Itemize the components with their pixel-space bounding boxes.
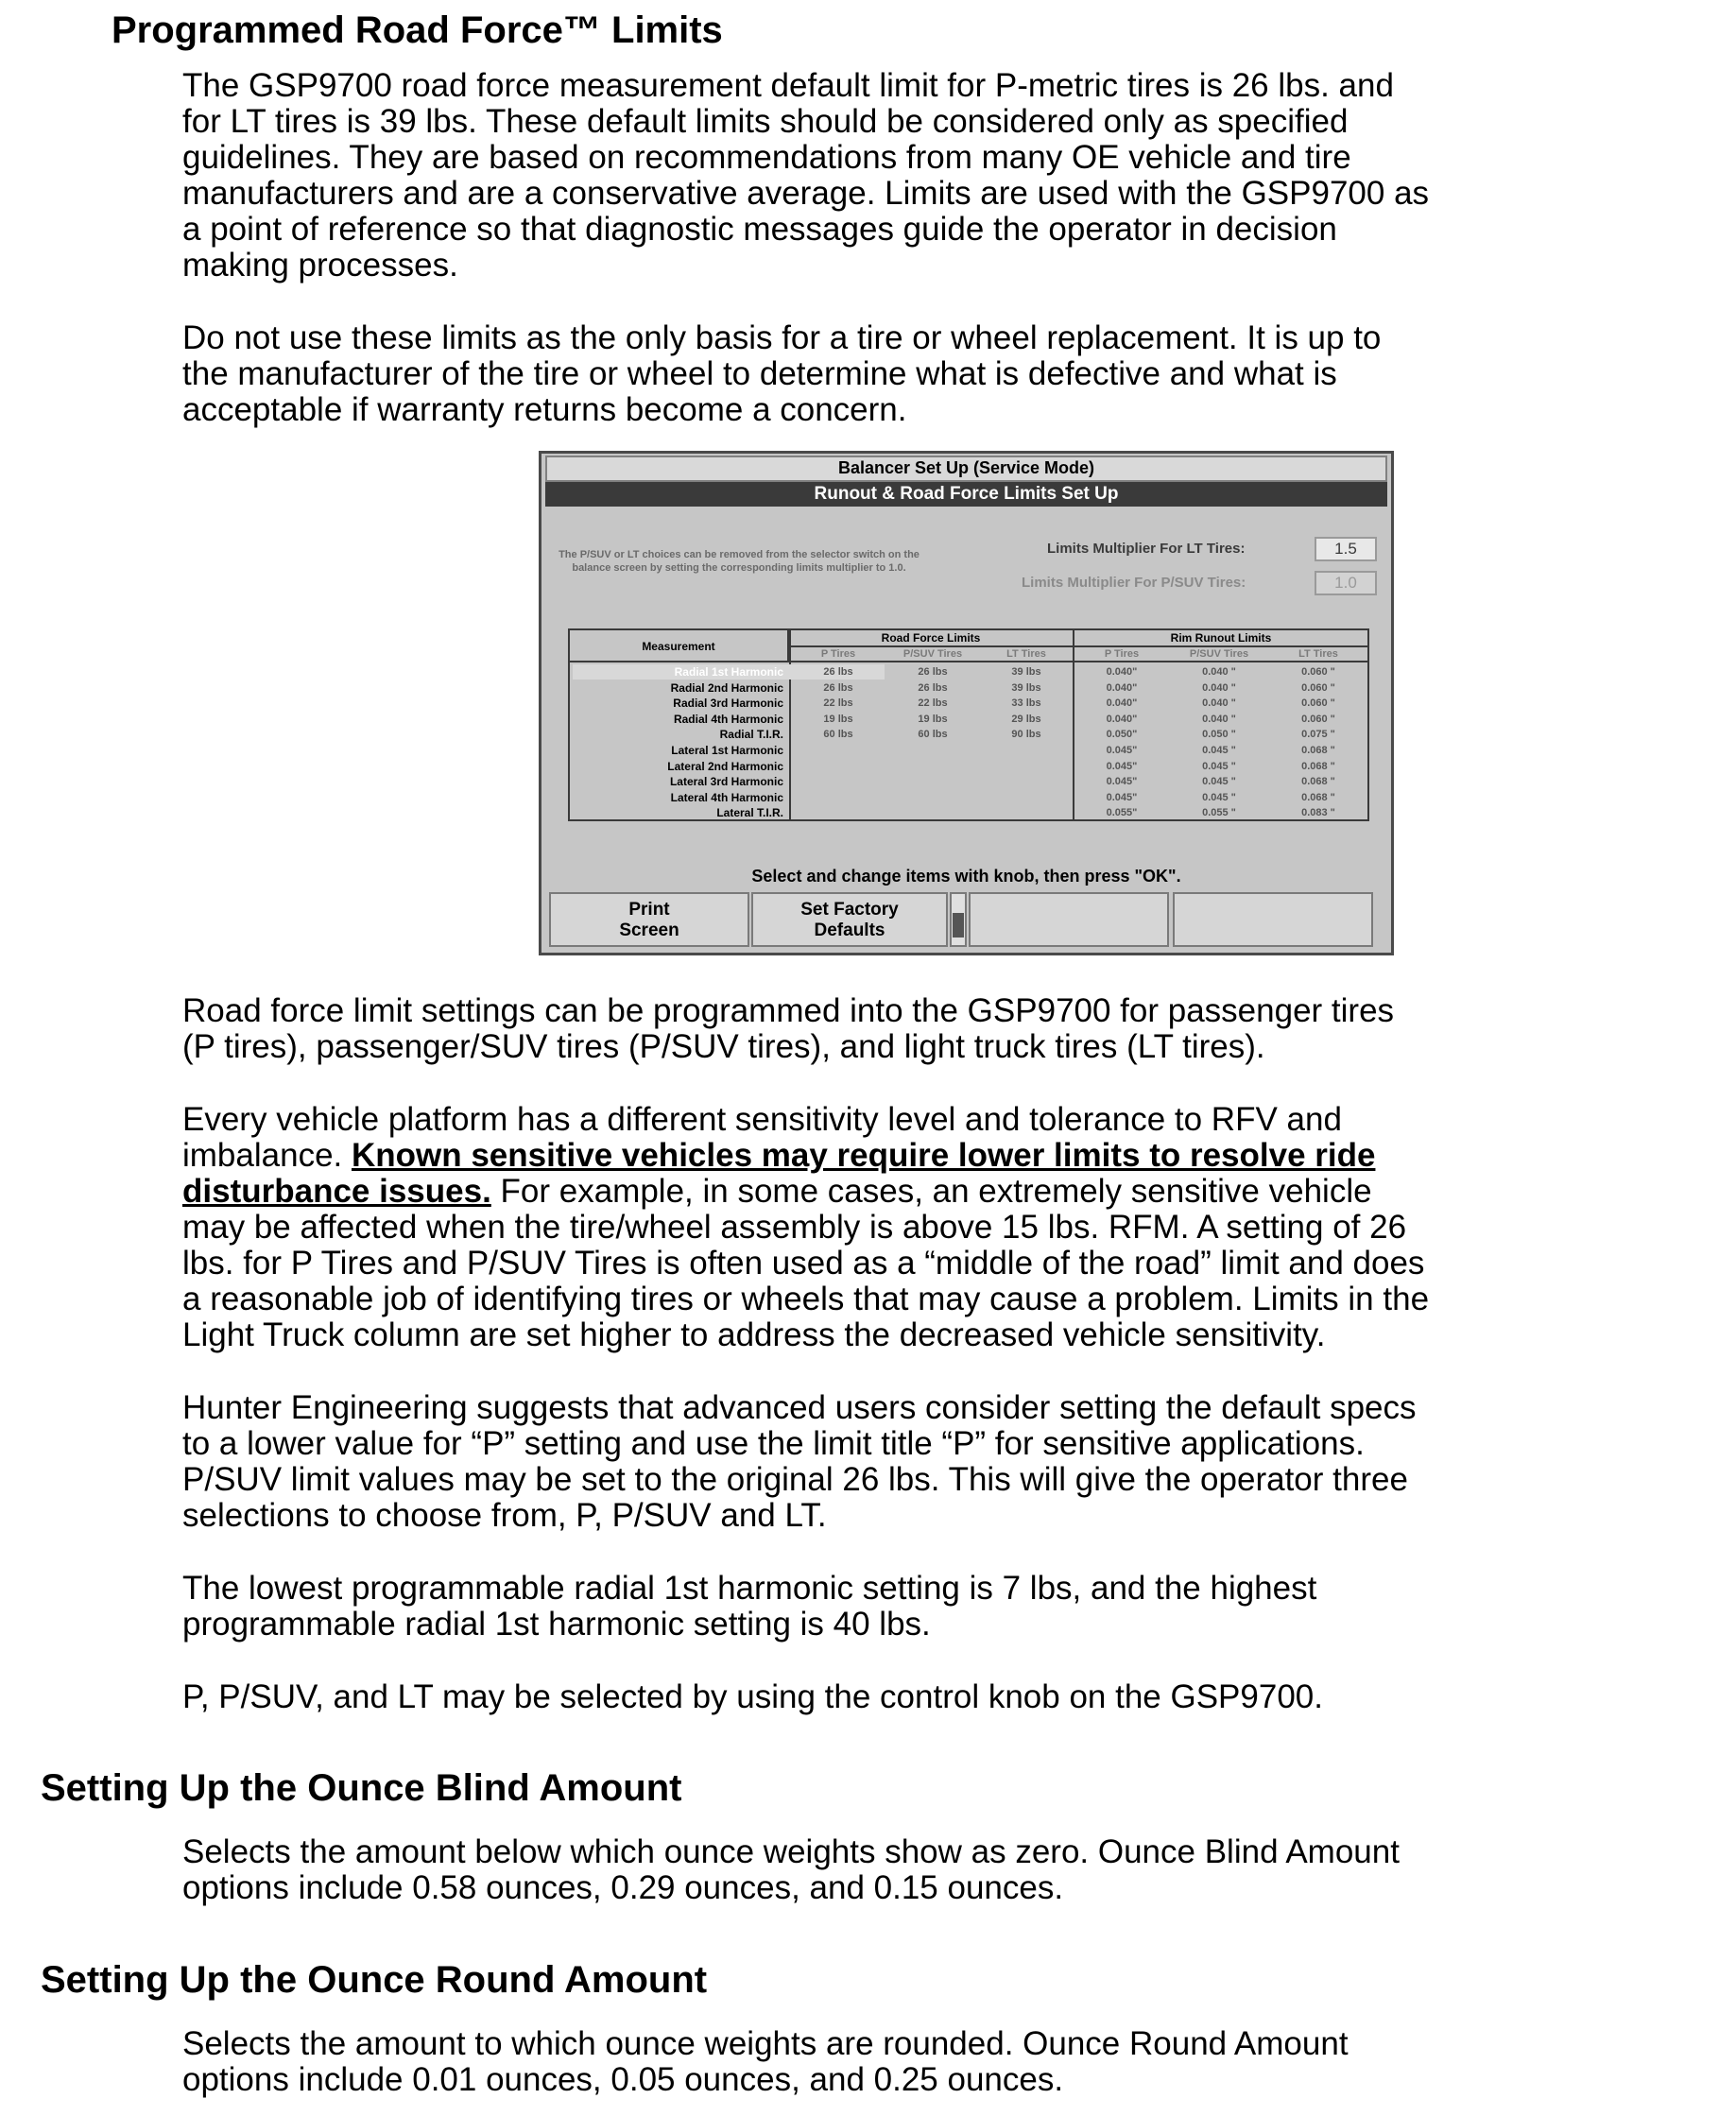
paragraph-ounce-round: Selects the amount to which ounce weights are rounded. Ounce Round Amount options include 0.01 ounces, 0.05 ounces, and 0.25 ounces. xyxy=(182,2025,1349,2098)
rim-runout-cell: 0.060 " xyxy=(1301,681,1335,694)
section-title-road-force: Programmed Road Force™ Limits xyxy=(112,9,723,51)
measurement-header: Measurement xyxy=(570,630,789,662)
rim-runout-cell: 0.040" xyxy=(1106,666,1138,678)
paragraph-suggestion: Hunter Engineering suggests that advanced users consider setting the default specs to a lower value for “P” setting and use the limit title “P” for sensitive applications. P/SUV limit values may be set to the original 26 lbs. This will give the operator three selections to choose from, P, P/SUV and LT. xyxy=(182,1389,1417,1534)
table-row-label[interactable]: Radial 3rd Harmonic xyxy=(673,697,783,711)
paragraph-harmonic-range: The lowest programmable radial 1st harmonic setting is 7 lbs, and the highest programmable radial 1st harmonic setting is 40 lbs. xyxy=(182,1570,1317,1643)
rim-runout-cell: 0.045" xyxy=(1106,745,1138,756)
function-button-4[interactable] xyxy=(1173,892,1373,947)
road-force-cell: 22 lbs xyxy=(918,697,948,710)
psuv-multiplier-field[interactable]: 1.0 xyxy=(1315,571,1377,595)
subheader-rf-psuv: P/SUV Tires xyxy=(885,647,980,662)
rim-runout-cell: 0.060 " xyxy=(1301,666,1335,678)
road-force-cell: 22 lbs xyxy=(823,697,853,710)
road-force-cell: 26 lbs xyxy=(823,681,853,694)
table-row-label[interactable]: Lateral 2nd Harmonic xyxy=(667,759,783,773)
section-title-ounce-blind: Setting Up the Ounce Blind Amount xyxy=(41,1767,682,1809)
lt-multiplier-field[interactable]: 1.5 xyxy=(1315,537,1377,561)
rim-runout-cell: 0.040" xyxy=(1106,713,1138,725)
rim-runout-cell: 0.045" xyxy=(1106,760,1138,772)
table-row-label[interactable]: Radial 4th Harmonic xyxy=(673,712,783,726)
section-title-ounce-round: Setting Up the Ounce Round Amount xyxy=(41,1959,708,2001)
knob-hint: Select and change items with knob, then press "OK". xyxy=(751,867,1181,886)
road-force-cell: 39 lbs xyxy=(1011,666,1041,678)
rim-runout-cell: 0.040 " xyxy=(1202,666,1236,678)
road-force-cell: 26 lbs xyxy=(918,681,948,694)
road-force-header: Road Force Limits xyxy=(789,630,1073,647)
road-force-cell: 19 lbs xyxy=(918,713,948,725)
rim-runout-cell: 0.045" xyxy=(1106,791,1138,803)
sensitivity-text-a: Every vehicle platform has a different sensitivity level and tolerance to RFV and imbalance. xyxy=(182,1101,1342,1174)
paragraph-programming: Road force limit settings can be programmed into the GSP9700 for passenger tires (P tires), passenger/SUV tires (P/SUV tires), and light truck tires (LT tires). xyxy=(182,992,1395,1065)
table-row-label[interactable]: Radial T.I.R. xyxy=(719,728,783,742)
rim-runout-cell: 0.040" xyxy=(1106,697,1138,710)
rim-runout-cell: 0.055" xyxy=(1106,807,1138,819)
table-row-label[interactable]: Lateral T.I.R. xyxy=(716,806,783,820)
rim-runout-cell: 0.060 " xyxy=(1301,713,1335,725)
paragraph-ounce-blind: Selects the amount below which ounce weights show as zero. Ounce Blind Amount options include 0.58 ounces, 0.29 ounces, and 0.15 ounces. xyxy=(182,1833,1400,1906)
scroll-indicator[interactable] xyxy=(950,892,967,947)
rim-runout-cell: 0.045 " xyxy=(1202,745,1236,756)
rim-runout-cell: 0.060 " xyxy=(1301,697,1335,710)
rim-runout-cell: 0.040" xyxy=(1106,681,1138,694)
rim-runout-cell: 0.045 " xyxy=(1202,791,1236,803)
psuv-multiplier-label: Limits Multiplier For P/SUV Tires: xyxy=(1022,575,1246,591)
road-force-cell: 60 lbs xyxy=(823,729,853,741)
sensitivity-emphasis: Known sensitive vehicles may require lower limits to resolve ride disturbance issues. xyxy=(182,1137,1376,1210)
table-row-label[interactable]: Lateral 1st Harmonic xyxy=(671,744,783,757)
rim-runout-cell: 0.040 " xyxy=(1202,713,1236,725)
rim-runout-cell: 0.045 " xyxy=(1202,776,1236,788)
road-force-cell: 60 lbs xyxy=(918,729,948,741)
sensitivity-text-b: For example, in some cases, an extremely sensitive vehicle may be affected when the tire/wheel assembly is above 15 lbs. RFM. A setting of 26 lbs. for P Tires and P/SUV Tires is often used as a “middle of the road” limit and does a reasonable job of identifying tires or wheels that may cause a problem. Limits in the Light Truck column are set higher to address the decreased vehicle sensitivity. xyxy=(182,1173,1430,1353)
road-force-cell: 33 lbs xyxy=(1011,697,1041,710)
subheader-rr-p: P Tires xyxy=(1074,647,1169,662)
road-force-cell: 26 lbs xyxy=(823,666,853,678)
lt-multiplier-label: Limits Multiplier For LT Tires: xyxy=(1047,541,1246,557)
rim-runout-cell: 0.045 " xyxy=(1202,760,1236,772)
table-row-label[interactable]: Radial 1st Harmonic xyxy=(674,665,783,679)
screen-title: Balancer Set Up (Service Mode) xyxy=(545,456,1387,482)
function-button-3[interactable] xyxy=(969,892,1169,947)
rim-runout-cell: 0.068 " xyxy=(1301,776,1335,788)
rim-runout-header: Rim Runout Limits xyxy=(1074,630,1367,647)
road-force-cell: 26 lbs xyxy=(918,666,948,678)
screen-subtitle: Runout & Road Force Limits Set Up xyxy=(545,482,1387,507)
road-force-cell: 39 lbs xyxy=(1011,681,1041,694)
paragraph-limits-basis: Do not use these limits as the only basis for a tire or wheel replacement. It is up to the manufacturer of the tire or wheel to determine what is defective and what is acceptable if warranty returns become a concern. xyxy=(182,319,1382,428)
rim-runout-cell: 0.040 " xyxy=(1202,681,1236,694)
rim-runout-cell: 0.050" xyxy=(1106,729,1138,741)
subheader-rf-p: P Tires xyxy=(791,647,885,662)
road-force-cell: 19 lbs xyxy=(823,713,853,725)
balancer-setup-screen xyxy=(539,451,1394,955)
rim-runout-cell: 0.068 " xyxy=(1301,760,1335,772)
road-force-cell: 29 lbs xyxy=(1011,713,1041,725)
print-screen-button[interactable]: Print Screen xyxy=(549,892,749,947)
limits-table xyxy=(568,628,1369,821)
rim-runout-cell: 0.083 " xyxy=(1301,807,1335,819)
subheader-rr-lt: LT Tires xyxy=(1269,647,1367,662)
subheader-rf-lt: LT Tires xyxy=(980,647,1073,662)
table-row-label[interactable]: Lateral 3rd Harmonic xyxy=(669,775,783,789)
paragraph-default-limits: The GSP9700 road force measurement default limit for P-metric tires is 26 lbs. and for LT tires is 39 lbs. These default limits should be considered only as specified guidelines. They are based on recommendations from many OE vehicle and tire manufacturers and are a conservative average. Limits are used with the GSP9700 as a point of reference so that diagnostic messages guide the operator in decision making processes. xyxy=(182,67,1430,284)
paragraph-control-knob: P, P/SUV, and LT may be selected by using the control knob on the GSP9700. xyxy=(182,1678,1323,1715)
subheader-rr-psuv: P/SUV Tires xyxy=(1169,647,1269,662)
set-factory-defaults-button[interactable]: Set Factory Defaults xyxy=(751,892,948,947)
rim-runout-cell: 0.068 " xyxy=(1301,745,1335,756)
rim-runout-cell: 0.050 " xyxy=(1202,729,1236,741)
rim-runout-cell: 0.055 " xyxy=(1202,807,1236,819)
multiplier-note: The P/SUV or LT choices can be removed from the selector switch on the balance screen by setting the corresponding limits multiplier to 1.0. xyxy=(559,549,920,574)
table-row-label[interactable]: Lateral 4th Harmonic xyxy=(670,790,783,804)
table-row-label[interactable]: Radial 2nd Harmonic xyxy=(670,680,783,695)
paragraph-sensitivity xyxy=(182,1102,1694,1353)
rim-runout-cell: 0.075 " xyxy=(1301,729,1335,741)
rim-runout-cell: 0.068 " xyxy=(1301,791,1335,803)
rim-runout-cell: 0.040 " xyxy=(1202,697,1236,710)
road-force-cell: 90 lbs xyxy=(1011,729,1041,741)
rim-runout-cell: 0.045" xyxy=(1106,776,1138,788)
